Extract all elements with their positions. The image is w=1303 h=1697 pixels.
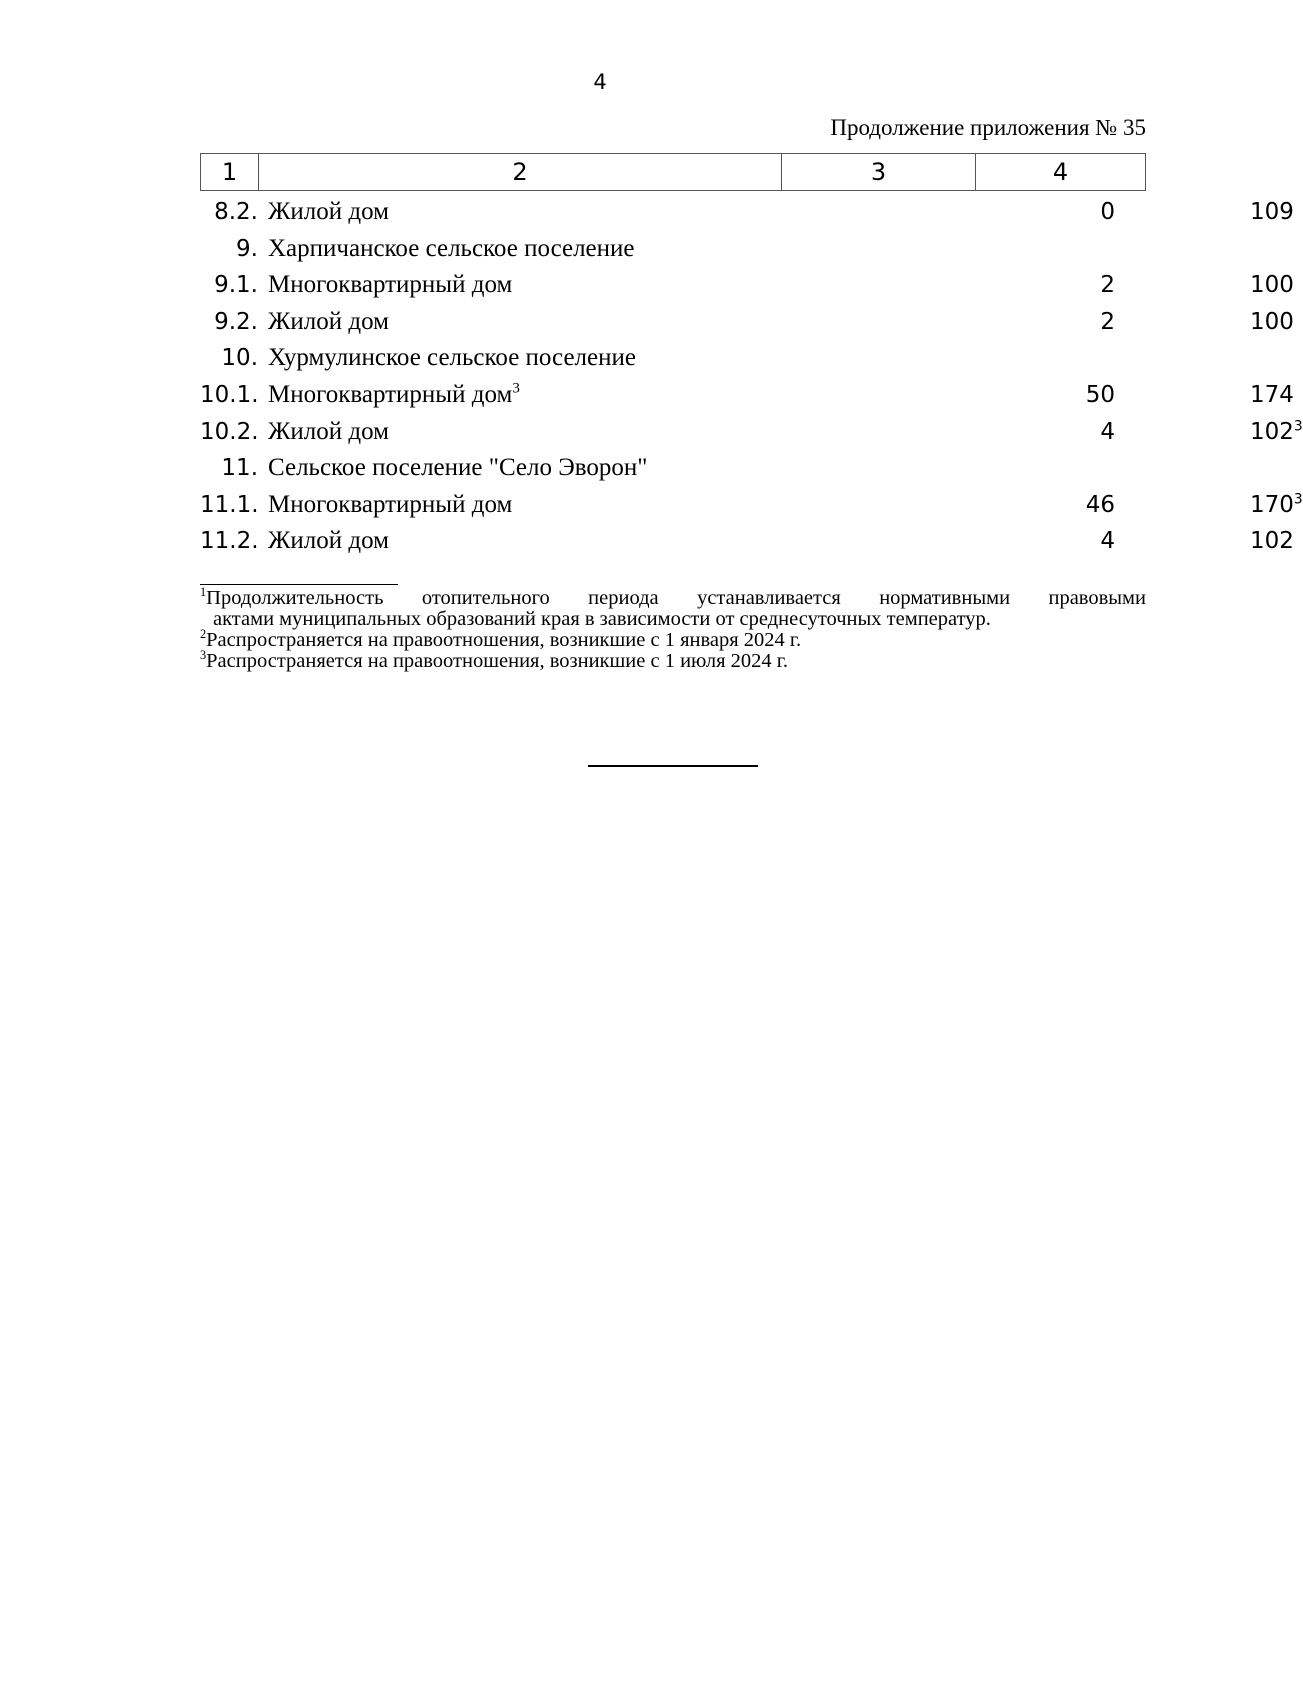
- row-col4: 100: [1250, 272, 1294, 299]
- row-col3: 50: [1085, 381, 1115, 408]
- table-row: [200, 523, 1294, 560]
- footnote-2-text: Распространяется на правоотношения, возникшие с 1 января 2024 г.: [206, 629, 802, 651]
- row-name: Многоквартирный дом: [268, 490, 513, 518]
- footnote-1-line1: Продолжительность отопительного периода устанавливается нормативными правовыми: [206, 587, 1146, 609]
- header-col-2: 2: [259, 154, 782, 191]
- row-col4: 174: [1250, 381, 1294, 408]
- row-name: Сельское поселение "Село Эворон": [268, 454, 648, 482]
- row-number: 8.2.: [214, 199, 258, 225]
- table-body: [200, 194, 1303, 560]
- row-number: 11.1.: [200, 491, 259, 518]
- row-name: Жилой дом: [268, 198, 389, 225]
- row-name: Жилой дом: [268, 527, 389, 555]
- row-name: Многоквартирный дом: [268, 271, 513, 299]
- header-col-1: 1: [201, 154, 259, 191]
- row-number: 9.: [236, 235, 258, 262]
- row-name: Жилой дом: [268, 307, 389, 335]
- row-col3: 0: [1100, 199, 1115, 225]
- row-name: Многоквартирный дом$^3$: [268, 380, 520, 408]
- row-col4: 102: [1250, 528, 1294, 555]
- row-col3: [920, 450, 1115, 486]
- row-col4: 100: [1250, 308, 1294, 335]
- row-col3: 2: [1100, 308, 1115, 335]
- table-row: [200, 414, 1303, 451]
- row-number: 10.1.: [200, 381, 259, 408]
- table-row: [200, 487, 1303, 524]
- row-col4: 109: [1250, 199, 1294, 225]
- row-col3: 46: [1085, 491, 1115, 518]
- row-col4: $102^3$: [1250, 417, 1303, 445]
- end-divider: [588, 765, 758, 767]
- table-row: [200, 450, 1146, 487]
- table-row: [200, 267, 1294, 304]
- row-number: 9.2.: [214, 308, 258, 335]
- footnote-3-text: Распространяется на правоотношения, возникшие с 1 июля 2024 г.: [206, 650, 788, 672]
- table-row: [200, 304, 1294, 341]
- row-name: Жилой дом: [268, 417, 389, 445]
- row-number: 11.: [221, 455, 258, 482]
- footnotes: [200, 585, 1146, 672]
- table-row: [200, 231, 1146, 268]
- row-number: 10.: [221, 345, 258, 372]
- row-number: 9.1.: [214, 272, 258, 299]
- table-row: [200, 377, 1294, 414]
- header-col-4: 4: [976, 154, 1146, 191]
- table-row: [200, 340, 1146, 377]
- footnote-2-mark: 2: [200, 627, 207, 642]
- table-row: [200, 194, 1294, 231]
- row-col4: $170^3$: [1250, 491, 1303, 518]
- footnote-divider: [200, 584, 398, 585]
- row-number: 10.2.: [200, 418, 259, 445]
- row-col3: 4: [1100, 528, 1115, 555]
- footnote-1: [200, 585, 1146, 630]
- header-col-3: 3: [782, 154, 976, 191]
- footnote-1-line2: актами муниципальных образований края в зависимости от среднесуточных температур.: [213, 608, 991, 630]
- row-col3: [920, 231, 1115, 267]
- footnote-1-mark: 1: [200, 585, 207, 600]
- footnote-2: [200, 627, 1146, 651]
- row-name: Харпичанское сельское поселение: [268, 234, 635, 262]
- row-number: 11.2.: [200, 528, 259, 555]
- row-col3: [920, 340, 1115, 376]
- continuation-title: Продолжение приложения № 35: [830, 115, 1146, 140]
- page-number: 4: [593, 70, 607, 94]
- table-header: [200, 153, 1146, 191]
- footnote-3-mark: 3: [200, 648, 207, 663]
- row-name: Хурмулинское сельское поселение: [268, 344, 636, 372]
- footnote-3: [200, 648, 1146, 672]
- row-col3: 4: [1100, 418, 1115, 445]
- row-col3: 2: [1100, 272, 1115, 299]
